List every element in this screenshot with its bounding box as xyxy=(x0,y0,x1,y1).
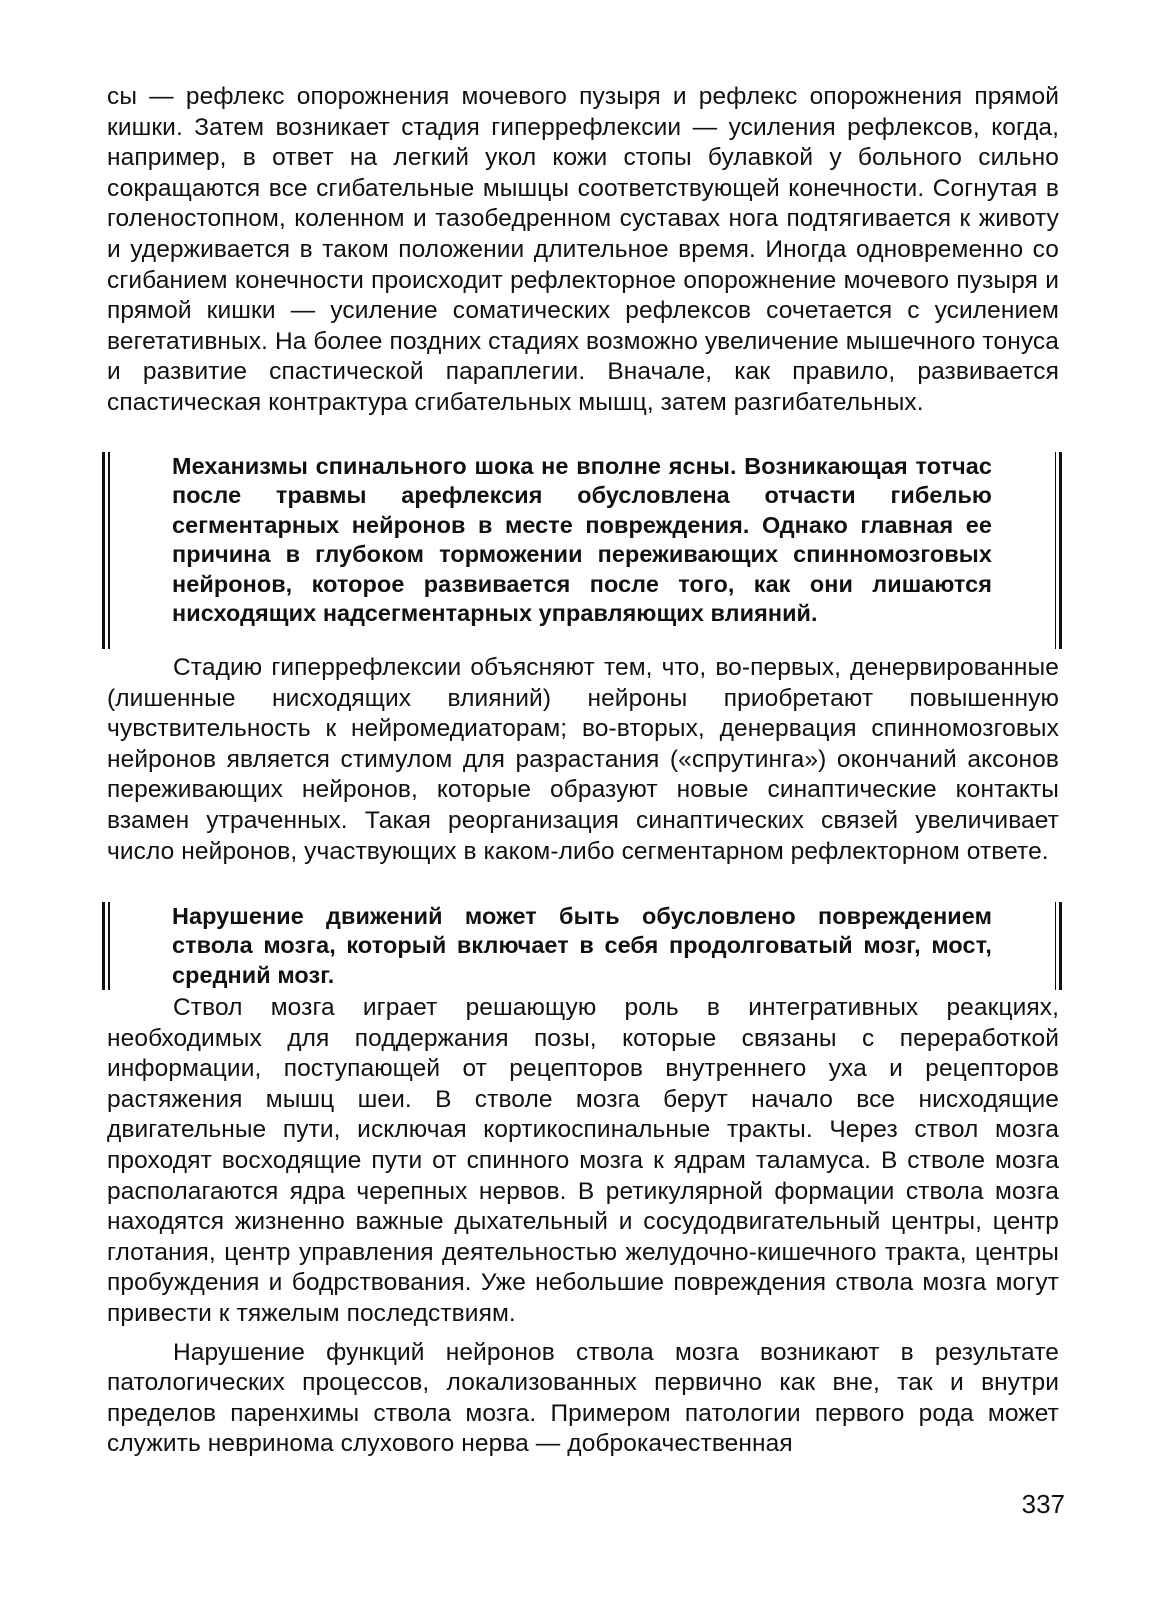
paragraph: Ствол мозга играет решающую роль в интегративных реакциях, необходимых для поддержания позы, которые связаны с переработкой информации, поступающей от рецепторов внутреннего уха и рецепторов растяжения мышц шеи. В стволе мозга берут начало все нисходящие двигательные пути, исключая кортикоспинальные тракты. Через ствол мозга проходят восходящие пути от спинного мозга к ядрам таламуса. В стволе мозга располагаются ядра черепных нервов. В ретикулярной формации ствола мозга находятся жизненно важные дыхательный и сосудодвигательный центры, центр глотания, центр управления деятельностью желудочно-кишечного тракта, центры пробуждения и бодрствования. Уже небольшие повреждения ствола мозга могут привести к тяжелым последствиям. xyxy=(107,994,1059,1327)
left-rule-thin xyxy=(108,452,110,649)
left-rule xyxy=(102,452,105,649)
body-text-bottom xyxy=(107,993,1059,1460)
right-rule xyxy=(1059,902,1062,990)
left-rule xyxy=(102,902,105,990)
left-rule-thin xyxy=(108,902,110,990)
highlight-text: Нарушение движений может быть обусловлено повреждением ствола мозга, который включает в себя продолговатый мозг, мост, средний мозг. xyxy=(172,903,992,988)
paragraph: Нарушение функций нейронов ствола мозга возникают в результате патологических процессов, локализованных первично как вне, так и внутри пределов паренхимы ствола мозга. Примером патологии первого рода может служить невринома слухового нерва — доброкачественная xyxy=(107,1338,1059,1458)
highlight-box-brainstem xyxy=(102,902,1062,990)
right-rule xyxy=(1059,452,1062,649)
paragraph: Стадию гиперрефлексии объясняют тем, что, во-первых, денервированные (лишенные нисходящих влияний) нейроны приобретают повышенную чувствительность к нейромедиаторам; во-вторых, денервация спинномозговых нейронов является стимулом для разрастания («спрутинга») окончаний аксонов переживающих нейронов, которые образуют новые синаптические контакты взамен утраченных. Такая реорганизация синаптических связей увеличивает число нейронов, участвующих в каком-либо сегментарном рефлекторном ответе. xyxy=(107,654,1059,865)
right-rule-thin xyxy=(1055,452,1057,649)
body-text-middle xyxy=(107,653,1059,867)
body-text-top xyxy=(107,82,1059,419)
highlight-box-spinal-shock xyxy=(102,452,1062,649)
right-rule-thin xyxy=(1055,902,1057,990)
page-number: 337 xyxy=(1021,1489,1065,1519)
highlight-text: Механизмы спинального шока не вполне ясны. Возникающая тотчас после травмы арефлексия обусловлена отчасти гибелью сегментарных нейронов в месте повреждения. Однако главная ее причина в глубоком торможении переживающих спинномозговых нейронов, которое развивается после того, как они лишаются нисходящих надсегментарных управляющих влияний. xyxy=(172,453,992,627)
paragraph: сы — рефлекс опорожнения мочевого пузыря и рефлекс опорожнения прямой кишки. Затем возникает стадия гиперрефлексии — усиления рефлексов, когда, например, в ответ на легкий укол кожи стопы булавкой у больного сильно сокращаются все сгибательные мышцы соответствующей конечности. Согнутая в голеностопном, коленном и тазобедренном суставах нога подтягивается к животу и удерживается в таком положении длительное время. Иногда одновременно со сгибанием конечности происходит рефлекторное опорожнение мочевого пузыря и прямой кишки — усиление соматических рефлексов сочетается с усилением вегетативных. На более поздних стадиях возможно увеличение мышечного тонуса и развитие спастической параплегии. Вначале, как правило, развивается спастическая контрактура сгибательных мышц, затем разгибательных. xyxy=(107,83,1059,416)
